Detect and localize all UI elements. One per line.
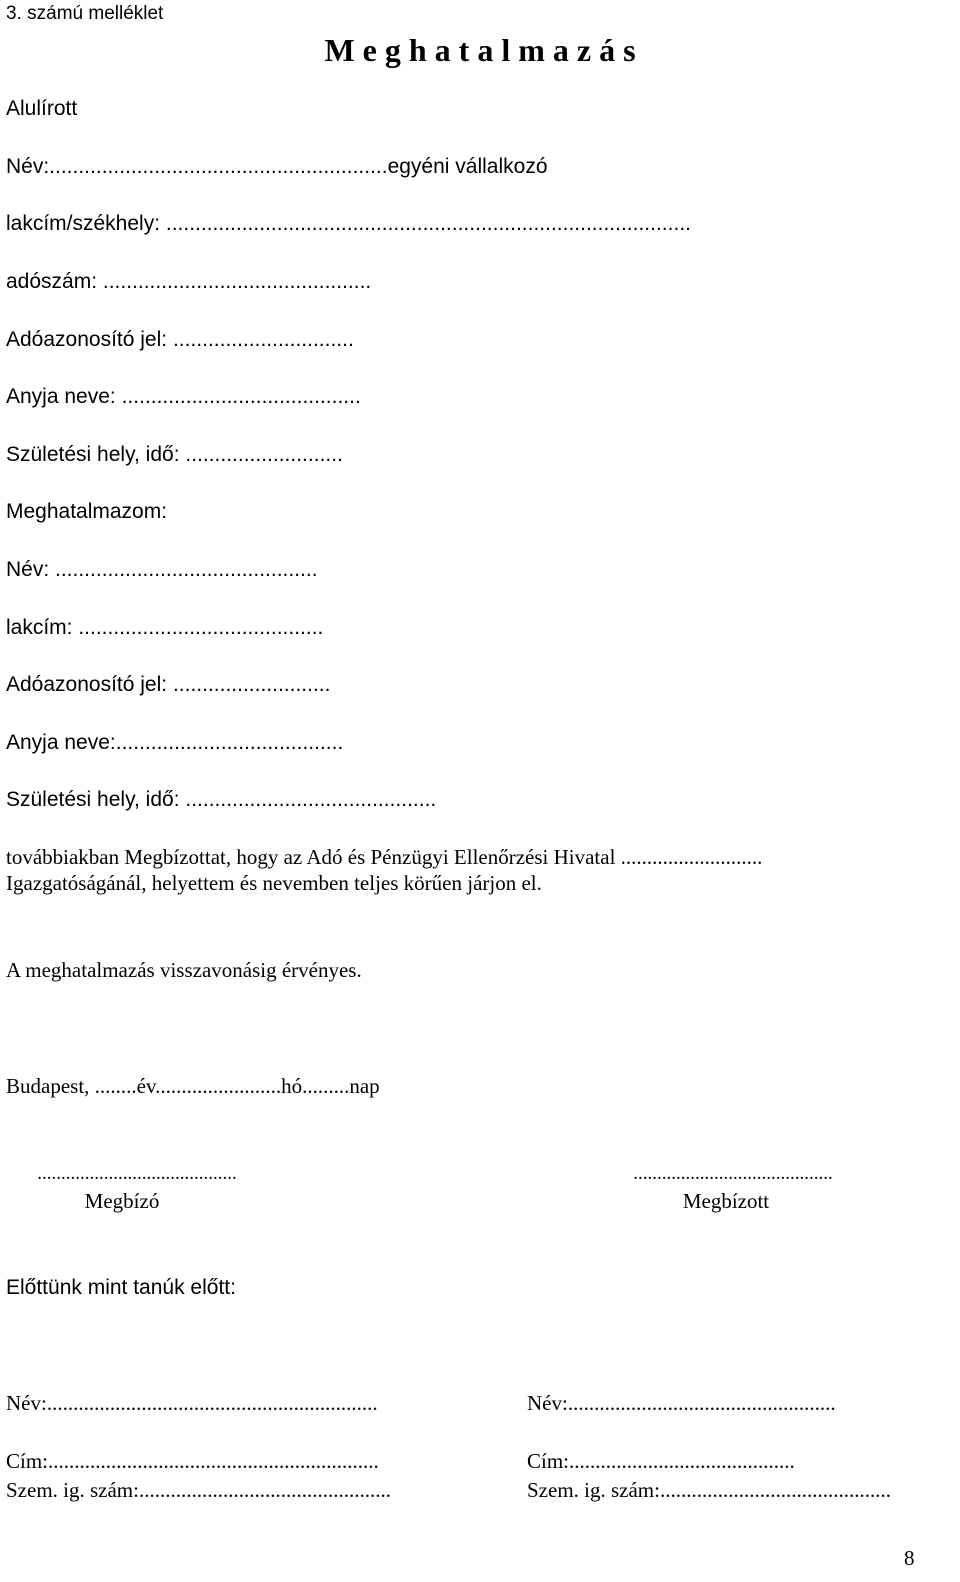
annex-label: 3. számú melléklet: [6, 3, 164, 24]
grantee-intro: Meghatalmazom:: [6, 500, 168, 523]
witness-2-id-field[interactable]: Szem. ig. szám:............................................: [527, 1478, 891, 1502]
witnesses-intro: Előttünk mint tanúk előtt:: [6, 1276, 236, 1299]
witness-1-id-field[interactable]: Szem. ig. szám:................................................: [6, 1478, 391, 1502]
grantor-tax-number-field[interactable]: adószám: ..............................................: [6, 270, 372, 293]
body-text-line-1: továbbiakban Megbízottat, hogy az Adó és Pénzügyi Ellenőrzési Hivatal ...........................: [6, 845, 763, 869]
grantee-signature-line[interactable]: ..........................................: [633, 1163, 833, 1184]
grantor-birth-field[interactable]: Születési hely, idő: ...........................: [6, 443, 343, 466]
grantee-signature-label: Megbízott: [682, 1189, 770, 1213]
grantor-intro: Alulírott: [6, 97, 78, 120]
validity-statement: A meghatalmazás visszavonásig érvényes.: [6, 958, 362, 982]
grantee-birth-field[interactable]: Születési hely, idő: ...........................................: [6, 788, 437, 811]
witness-1-address-field[interactable]: Cím:...............................................................: [6, 1449, 379, 1473]
grantor-mother-name-field[interactable]: Anyja neve: .........................................: [6, 385, 361, 408]
grantee-address-field[interactable]: lakcím: ..........................................: [6, 616, 324, 639]
grantee-tax-id-field[interactable]: Adóazonosító jel: ...........................: [6, 673, 331, 696]
grantee-name-field[interactable]: Név: .............................................: [6, 558, 318, 581]
grantor-name-field[interactable]: Név:..........................................................egyéni vállalkozó: [6, 155, 548, 178]
grantor-tax-id-field[interactable]: Adóazonosító jel: ...............................: [6, 328, 354, 351]
body-text-line-2: Igazgatóságánál, helyettem és nevemben teljes körűen járjon el.: [6, 871, 542, 895]
grantor-signature-line[interactable]: ..........................................: [37, 1163, 237, 1184]
witness-2-name-field[interactable]: Név:...................................................: [527, 1391, 836, 1415]
witness-2-address-field[interactable]: Cím:...........................................: [527, 1449, 795, 1473]
witness-1-name-field[interactable]: Név:...............................................................: [6, 1391, 378, 1415]
page-number: 8: [904, 1546, 915, 1570]
grantor-signature-label: Megbízó: [84, 1189, 160, 1213]
grantee-mother-name-field[interactable]: Anyja neve:.......................................: [6, 731, 344, 754]
grantor-address-field[interactable]: lakcím/székhely: ..........................................................................................: [6, 212, 691, 235]
document-title: M e g h a t a l m a z á s: [324, 32, 636, 68]
place-date-field[interactable]: Budapest, ........év........................hó.........nap: [6, 1074, 380, 1098]
